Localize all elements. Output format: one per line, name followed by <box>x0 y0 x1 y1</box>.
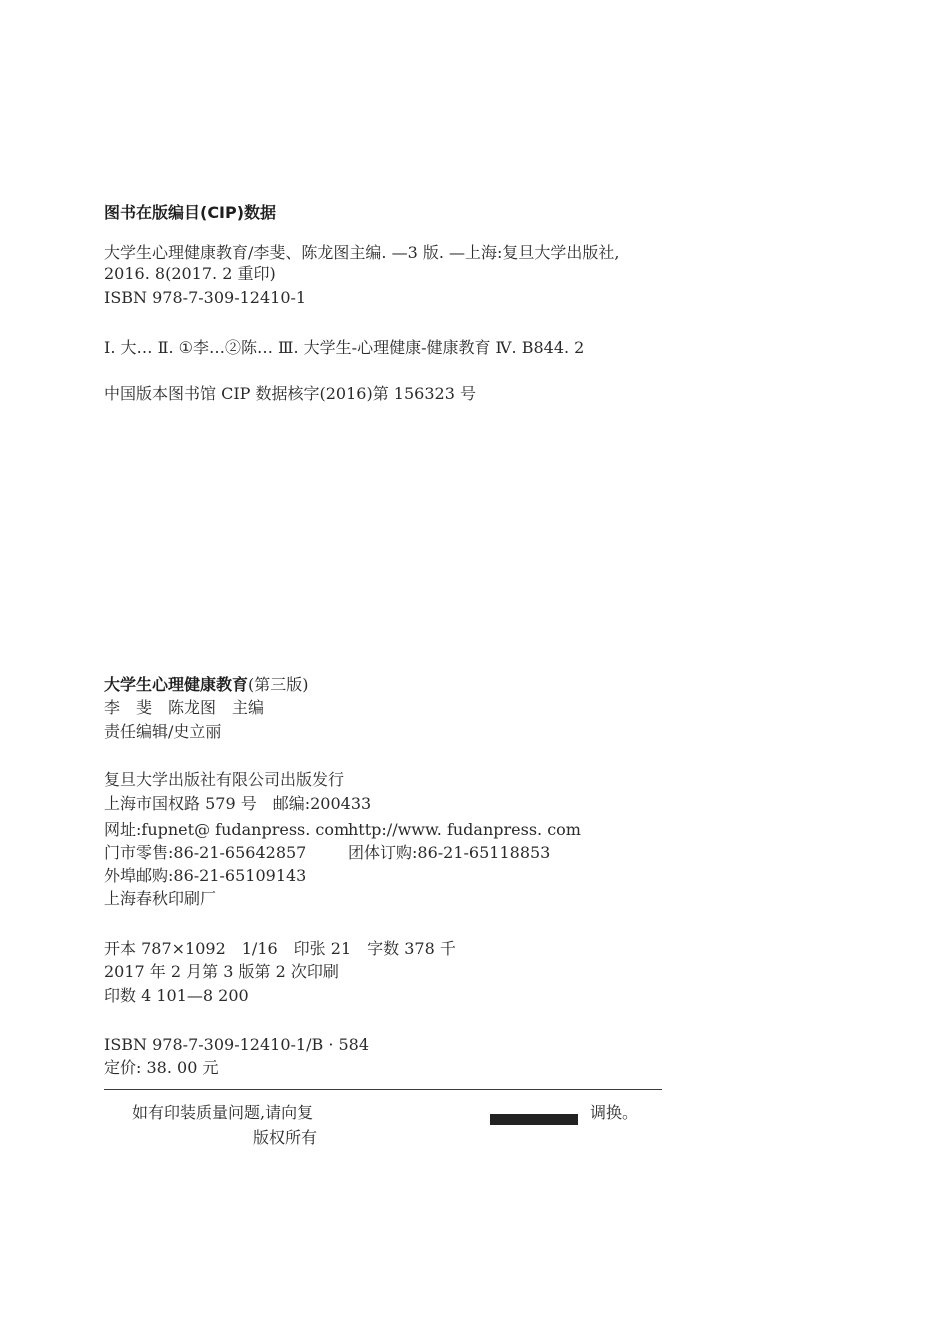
footer-divider <box>104 1089 662 1090</box>
publisher-address: 上海市国权路 579 号 邮编:200433 <box>104 794 372 813</box>
rights-reserved: 版权所有 <box>253 1128 318 1147</box>
cip-heading: 图书在版编目(CIP)数据 <box>104 203 277 222</box>
publisher-email: 网址:fupnet@ fudanpress. com <box>104 820 350 839</box>
responsible-editor: 责任编辑/史立丽 <box>104 722 222 741</box>
mail-order-phone: 外埠邮购:86-21-65109143 <box>104 866 307 885</box>
printer: 上海春秋印刷厂 <box>104 889 217 908</box>
isbn-full: ISBN 978-7-309-12410-1/B · 584 <box>104 1035 370 1054</box>
book-title: 大学生心理健康教育 <box>104 675 249 694</box>
book-title-row <box>104 677 309 693</box>
print-count: 印数 4 101—8 200 <box>104 986 249 1005</box>
redaction-bar <box>490 1114 578 1125</box>
book-edition: (第三版) <box>248 675 309 694</box>
group-order-phone: 团体订购:86-21-65118853 <box>348 843 551 862</box>
cip-isbn-line: ISBN 978-7-309-12410-1 <box>104 288 307 307</box>
publisher-website: http://www. fudanpress. com <box>348 820 581 839</box>
format-specs: 开本 787×1092 1/16 印张 21 字数 378 千 <box>104 939 456 958</box>
quality-notice: 如有印装质量问题,请向复 <box>132 1103 314 1122</box>
quality-notice-end: 调换。 <box>590 1103 639 1122</box>
editors: 李 斐 陈龙图 主编 <box>104 698 265 717</box>
publisher: 复旦大学出版社有限公司出版发行 <box>104 770 345 789</box>
cip-classification-line: Ⅰ. 大… Ⅱ. ①李…②陈… Ⅲ. 大学生-心理健康-健康教育 Ⅳ. B844. 2 <box>104 338 585 357</box>
cip-title-line: 大学生心理健康教育/李斐、陈龙图主编. —3 版. —上海:复旦大学出版社, <box>104 243 620 262</box>
price: 定价: 38. 00 元 <box>104 1058 219 1077</box>
cip-verification-line: 中国版本图书馆 CIP 数据核字(2016)第 156323 号 <box>104 384 476 403</box>
retail-phone: 门市零售:86-21-65642857 <box>104 843 307 862</box>
printing-info: 2017 年 2 月第 3 版第 2 次印刷 <box>104 962 339 981</box>
cip-date-line: 2016. 8(2017. 2 重印) <box>104 264 276 283</box>
